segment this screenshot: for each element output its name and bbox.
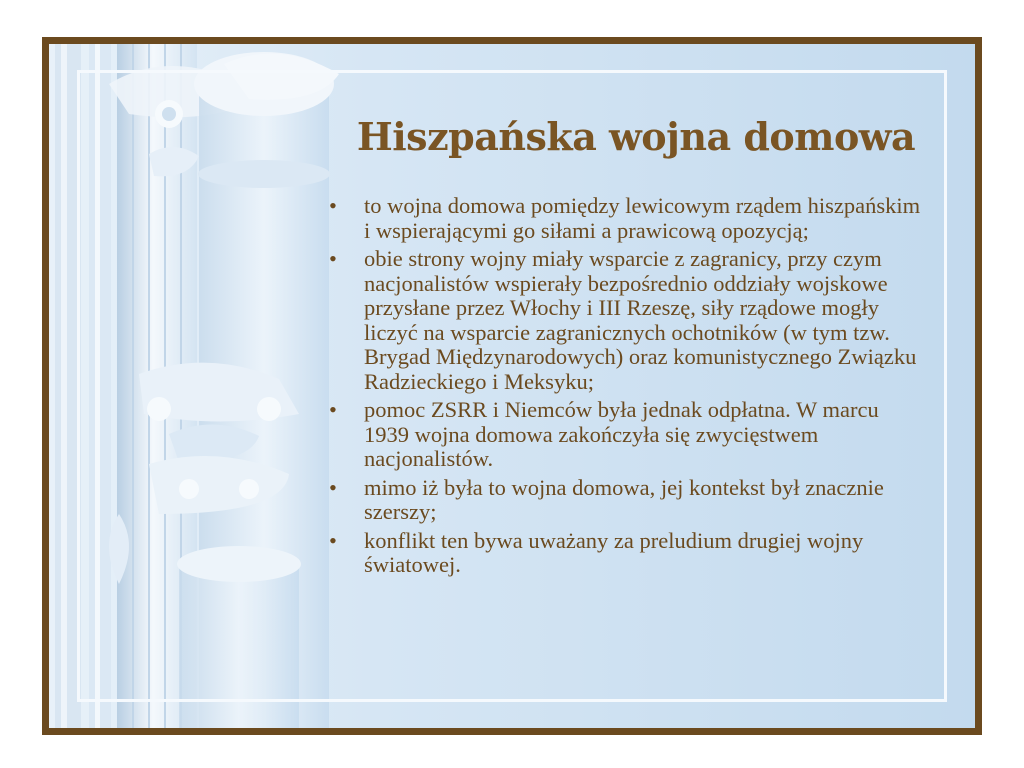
list-item [327,194,927,243]
list-item [327,476,927,525]
list-item [327,529,927,578]
list-item [327,398,927,472]
bullet-icon: • [329,397,337,422]
bullet-icon: • [329,246,337,271]
bullet-icon: • [329,474,337,500]
list-item-text: to wojna domowa pomiędzy lewicowym rządem hiszpańskim i wspierającymi go siłami a prawicową opozycją; [364,193,921,243]
slide-title: Hiszpańska wojna domowa [356,114,916,159]
list-item-text: obie strony wojny miały wsparcie z zagranicy, przy czym nacjonalistów wspierały bezpośrednio oddziały wojskowe przysłane przez Włochy i III Rzeszę, siły rządowe mogły liczyć na wsparcie zagranicznych ochotników (w tym tzw. Brygad Międzynarodowych) oraz komunistycznego Związku Radzieckiego i Meksyku; [364,246,917,394]
list-item [327,247,927,394]
slide-frame [42,37,982,735]
list-item-text: pomoc ZSRR i Niemców była jednak odpłatna. W marcu 1939 wojna domowa zakończyła się zwycięstwem nacjonalistów. [364,397,879,471]
list-item-text: konflikt ten bywa uważany za preludium drugiej wojny światowej. [364,527,864,577]
bullet-icon: • [329,193,337,218]
list-item-text: mimo iż była to wojna domowa, jej kontekst był znacznie szerszy; [364,474,884,524]
bullet-list [327,194,927,582]
bullet-icon: • [329,527,337,553]
